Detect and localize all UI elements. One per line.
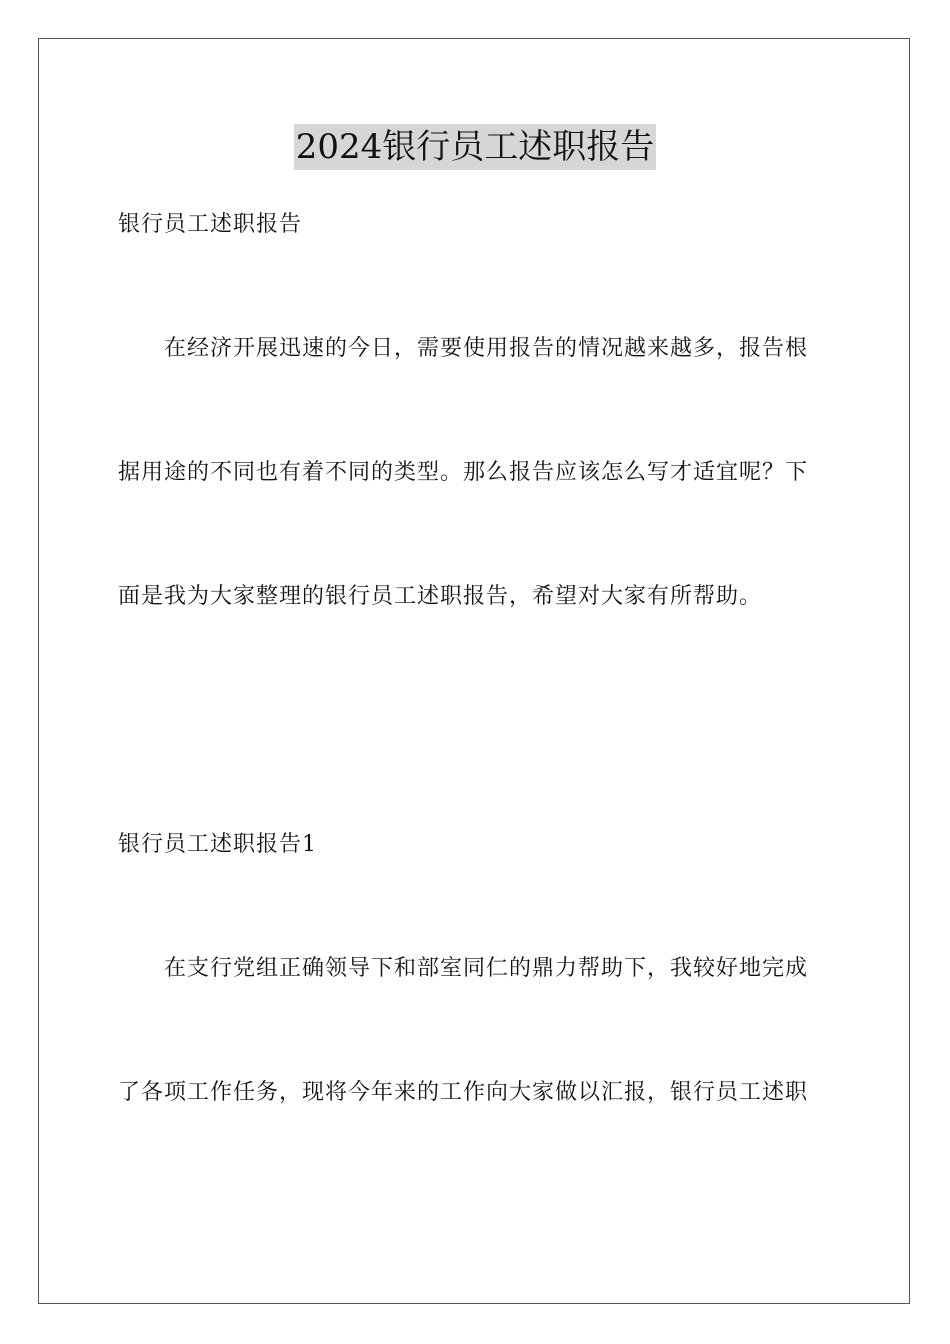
intro-line-1: 在经济开展迅速的今日，需要使用报告的情况越来越多，报告根 (164, 336, 809, 361)
subtitle: 银行员工述职报告 (118, 212, 303, 237)
section-line-1: 在支行党组正确领导下和部室同仁的鼎力帮助下，我较好地完成 (164, 956, 809, 981)
intro-line-2: 据用途的不同也有着不同的类型。那么报告应该怎么写才适宜呢？下 (118, 460, 809, 485)
document-title: 2024银行员工述职报告 (294, 124, 657, 170)
section-heading: 银行员工述职报告1 (118, 832, 317, 857)
title-container (0, 124, 950, 170)
intro-line-3: 面是我为大家整理的银行员工述职报告，希望对大家有所帮助。 (118, 584, 763, 609)
section-line-2: 了各项工作任务，现将今年来的工作向大家做以汇报，银行员工述职 (118, 1080, 809, 1105)
